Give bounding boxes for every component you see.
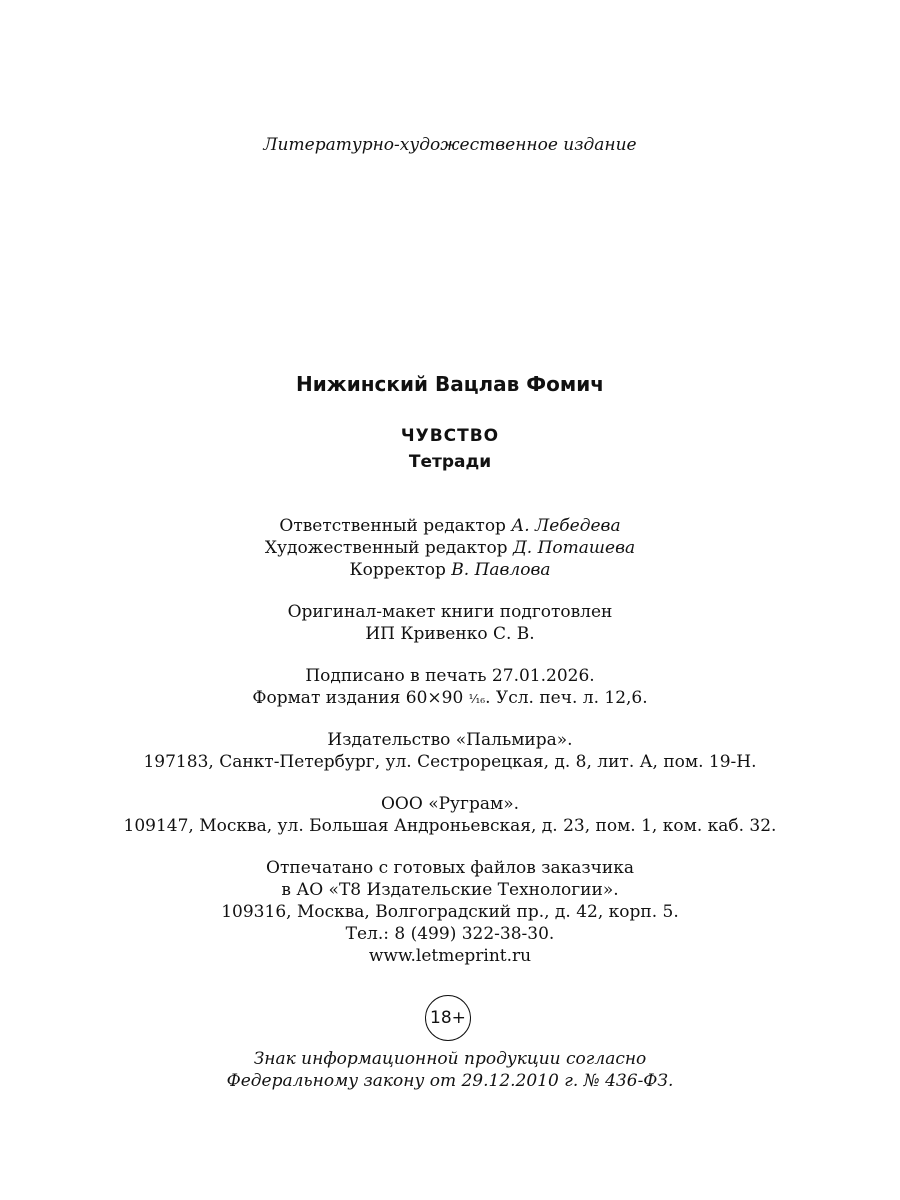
distributor-address: 109147, Москва, ул. Большая Андроньевская, д. 23, пом. 1, ком. каб. 32.	[123, 816, 777, 836]
printer-website: www.letmeprint.ru	[368, 946, 532, 966]
proofreader-line	[0, 559, 900, 581]
art-editor-label: Художественный редактор	[264, 538, 508, 558]
law-notice-line1: Знак информационной продукции согласно	[253, 1049, 647, 1069]
format-prefix: Формат издания 60×90	[252, 688, 464, 708]
art-editor-name: Д. Поташева	[512, 538, 636, 558]
format-line	[0, 687, 900, 710]
art-editor-line	[0, 537, 900, 559]
signed-to-print: Подписано в печать 27.01.2026.	[305, 666, 595, 686]
publisher-name: Издательство «Пальмира».	[327, 730, 573, 750]
format-fraction: ¹⁄₁₆	[468, 692, 486, 706]
printer-line1: Отпечатано с готовых файлов заказчика	[266, 858, 634, 878]
author-name: Нижинский Вацлав Фомич	[296, 372, 604, 396]
proofreader-label: Корректор	[349, 560, 446, 580]
printer-line2: в АО «Т8 Издательские Технологии».	[281, 880, 619, 900]
chief-editor-label: Ответственный редактор	[279, 516, 506, 536]
chief-editor-line	[0, 515, 900, 537]
book-title: ЧУВСТВО	[400, 426, 500, 446]
format-suffix: . Усл. печ. л. 12,6.	[485, 688, 648, 708]
law-notice-line2: Федеральному закону от 29.12.2010 г. № 436-ФЗ.	[226, 1071, 674, 1091]
distributor-name: ООО «Руграм».	[380, 794, 519, 814]
layout-prepared-line1: Оригинал-макет книги подготовлен	[287, 602, 613, 622]
proofreader-name: В. Павлова	[451, 560, 551, 580]
publisher-address: 197183, Санкт-Петербург, ул. Сестрорецкая, д. 8, лит. А, пом. 19-Н.	[143, 752, 757, 772]
edition-type: Литературно-художественное издание	[263, 135, 637, 155]
book-subtitle: Тетради	[408, 452, 492, 472]
printer-phone: Тел.: 8 (499) 322-38-30.	[345, 924, 555, 944]
chief-editor-name: А. Лебедева	[511, 516, 621, 536]
layout-prepared-line2: ИП Кривенко С. В.	[365, 624, 535, 644]
age-rating-badge: 18+	[425, 995, 471, 1041]
printer-address: 109316, Москва, Волгоградский пр., д. 42, корп. 5.	[221, 902, 679, 922]
